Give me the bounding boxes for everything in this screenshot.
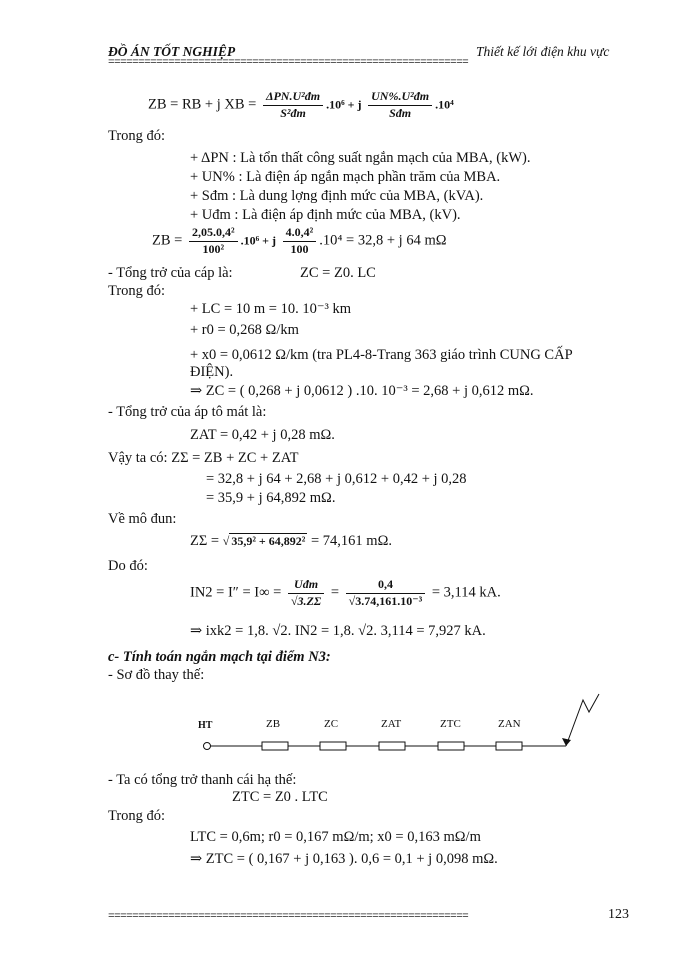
- diagram-label-zb: ZB: [266, 718, 281, 730]
- zb-frac-1: [263, 90, 323, 121]
- bullet-un: + UN% : Là điện áp ngắn mạch phần trăm của MBA.: [190, 169, 501, 185]
- bullet-sdm: + Sđm : Là dung lợng định mức của MBA, (kVA).: [190, 188, 484, 204]
- cap-intro: - Tổng trở của cáp là:: [108, 265, 233, 281]
- in2-frac-1: [288, 578, 324, 609]
- zsum-line: [190, 533, 392, 550]
- lc-line: + LC = 10 m = 10. 10⁻³ km: [190, 301, 351, 317]
- trongdo-3: Trong đó:: [108, 808, 166, 824]
- zb-frac-2-num: UN%.U²đm: [368, 90, 432, 106]
- zsum-lhs: ZΣ =: [190, 533, 220, 549]
- fault-bolt: [566, 694, 599, 746]
- zc-result: ⇒ ZC = ( 0,268 + j 0,0612 ) .10. 10⁻³ = 2,68 + j 0,612 mΩ.: [190, 383, 534, 399]
- zb-frac-1-den: S²đm: [280, 105, 306, 120]
- bullet-udm: + Uđm : Là điện áp định mức của MBA, (kV).: [190, 207, 461, 223]
- dodo-label: Do đó:: [108, 558, 148, 574]
- vay-line-3: = 35,9 + j 64,892 mΩ.: [206, 490, 336, 506]
- zb-tail: .10⁴: [435, 97, 454, 112]
- ixk-line: ⇒ ixk2 = 1,8. √2. IN2 = 1,8. √2. 3,114 = 7,927 kA.: [190, 623, 486, 639]
- zb-lhs: ZB = RB + j XB =: [148, 96, 257, 113]
- zc-box: [320, 742, 346, 750]
- x0-line: + x0 = 0,0612 Ω/km (tra PL4-8-Trang 363 giáo trình CUNG CẤP: [190, 347, 573, 363]
- ztc-result: ⇒ ZTC = ( 0,167 + j 0,163 ). 0,6 = 0,1 + j 0,098 mΩ.: [190, 851, 498, 867]
- r0-line: + r0 = 0,268 Ω/km: [190, 322, 299, 338]
- in2-frac-2-den: √3.74,161.10⁻³: [348, 593, 423, 608]
- cap-eq: ZC = Z0. LC: [300, 265, 376, 281]
- zsum-sqrt: 35,9² + 64,892²: [231, 534, 306, 548]
- modun-label: Về mô đun:: [108, 511, 177, 527]
- in2-line: [190, 578, 501, 609]
- tc-intro: - Ta có tổng trở thanh cái hạ thế:: [108, 772, 297, 788]
- dien-line: ĐIỆN).: [190, 364, 234, 380]
- fault-arrowhead: [562, 738, 571, 746]
- vay-line: Vậy ta có: ZΣ = ZB + ZC + ZAT: [108, 450, 299, 466]
- source-node: [204, 743, 211, 750]
- header-left: ĐỒ ÁN TỐT NGHIỆP: [108, 44, 236, 59]
- zb-numeric: [152, 226, 447, 257]
- zb2-frac-2-den: 100: [290, 241, 309, 256]
- zb2-tail: .10⁴ = 32,8 + j 64 mΩ: [319, 232, 447, 249]
- footer-rule: ============================================================: [108, 911, 469, 923]
- bullet-dpn: + ΔPN : Là tổn thất công suất ngắn mạch của MBA, (kW).: [190, 150, 531, 166]
- section-c-heading: c- Tính toán ngắn mạch tại điểm N3:: [108, 649, 331, 665]
- zb2-frac-1: [189, 226, 238, 257]
- zb-frac-2: [368, 90, 432, 121]
- diagram-label-zc: ZC: [324, 718, 339, 730]
- ltc-line: LTC = 0,6m; r0 = 0,167 mΩ/m; x0 = 0,163 mΩ/m: [190, 829, 481, 845]
- zb-frac-2-den: Sđm: [389, 105, 412, 120]
- diagram-label-ht: HT: [198, 720, 213, 731]
- ztc-eq: ZTC = Z0 . LTC: [232, 789, 328, 805]
- zb2-frac-2: [283, 226, 317, 257]
- in2-frac-1-num: Uđm: [288, 578, 324, 594]
- trongdo-1: Trong đó:: [108, 128, 166, 144]
- in2-rhs: = 3,114 kA.: [431, 584, 501, 601]
- vay-line-2: = 32,8 + j 64 + 2,68 + j 0,612 + 0,42 + j 0,28: [206, 471, 467, 487]
- in2-frac-2: [346, 578, 426, 609]
- zb2-frac-1-num: 2,05.0,4²: [189, 226, 238, 242]
- zsum-rhs: = 74,161 mΩ.: [311, 533, 392, 549]
- substitution-diagram: [190, 690, 610, 760]
- in2-lhs: IN2 = I″ = I∞ =: [190, 584, 282, 601]
- zb-mid: .10⁶ + j: [326, 97, 362, 112]
- at-intro: - Tổng trở của áp tô mát là:: [108, 404, 267, 420]
- diagram-label-zat: ZAT: [381, 718, 402, 730]
- header-right: Thiết kế lới điện khu vực: [476, 44, 610, 59]
- in2-frac-2-num: 0,4: [346, 578, 426, 594]
- sodo-label: - Sơ đồ thay thế:: [108, 667, 205, 683]
- zb2-lhs: ZB =: [152, 232, 183, 249]
- sqrt-sign: √: [222, 534, 230, 548]
- zb-frac-1-num: ΔPN.U²đm: [263, 90, 323, 106]
- zb-formula: [148, 90, 454, 121]
- in2-frac-1-den: √3.ZΣ: [290, 593, 322, 608]
- diagram-label-zan: ZAN: [498, 718, 521, 730]
- in2-eq: =: [330, 584, 340, 601]
- zb2-mid: .10⁶ + j: [240, 233, 277, 248]
- trongdo-2: Trong đó:: [108, 283, 166, 299]
- zb2-frac-2-num: 4.0,4²: [283, 226, 317, 242]
- page-number: 123: [608, 907, 629, 922]
- zan-box: [496, 742, 522, 750]
- zat-line: ZAT = 0,42 + j 0,28 mΩ.: [190, 427, 335, 443]
- zat-box: [379, 742, 405, 750]
- diagram-label-ztc: ZTC: [440, 718, 461, 730]
- zb2-frac-1-den: 100²: [202, 241, 225, 256]
- header-rule: ============================================================: [108, 57, 469, 69]
- ztc-box: [438, 742, 464, 750]
- zb-box: [262, 742, 288, 750]
